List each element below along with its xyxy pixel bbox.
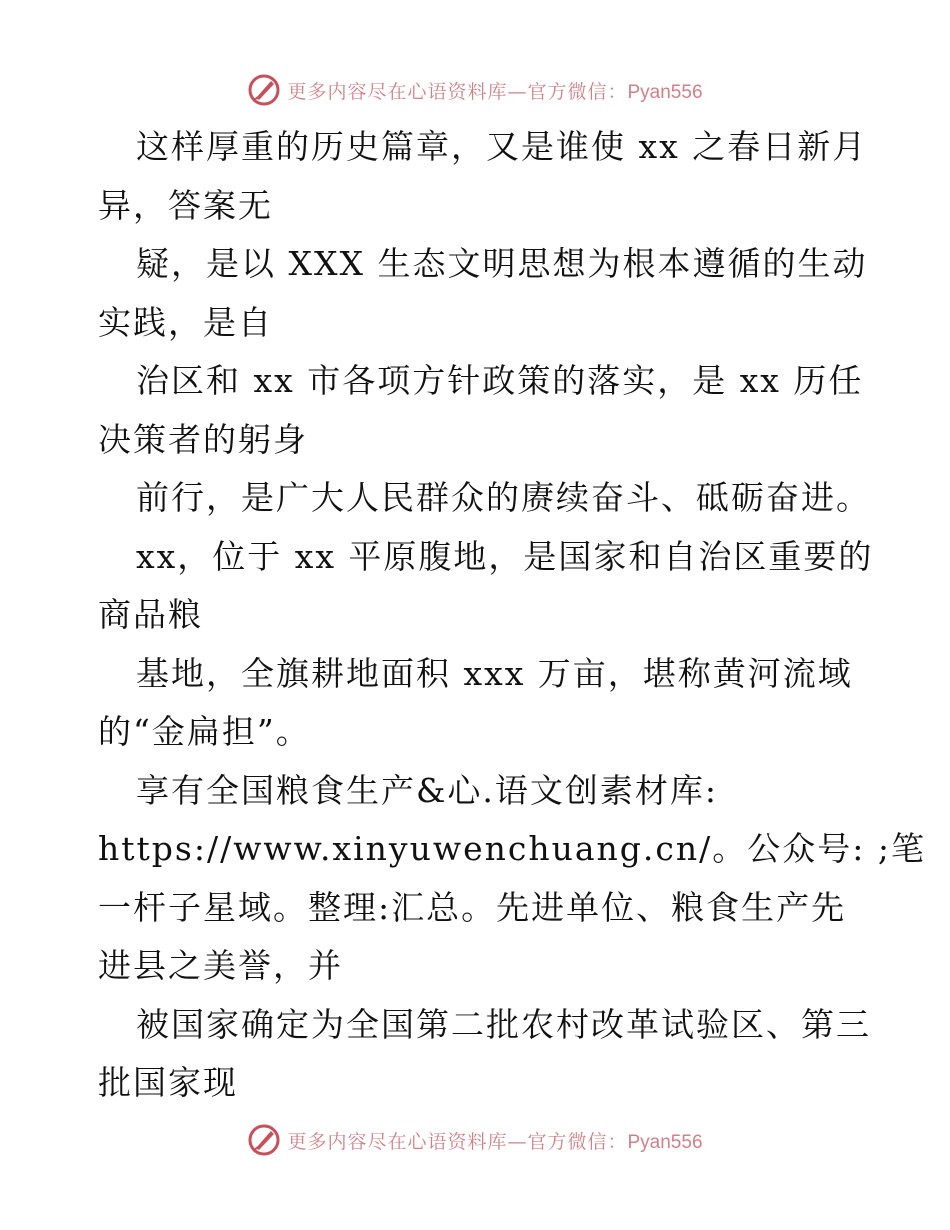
body-line: 商品粮 xyxy=(98,595,203,634)
body-line: 的“金扁担”。 xyxy=(98,712,311,751)
quill-circle-icon xyxy=(247,73,281,107)
header-watermark xyxy=(0,70,950,110)
body-line: https://www.xinyuwenchuang.cn/。公众号: ;笔 xyxy=(98,829,926,868)
footer-watermark xyxy=(0,1120,950,1160)
watermark-text: 更多内容尽在心语资料库—官方微信：Pyan556 xyxy=(287,80,703,103)
body-line: xx，位于 xx 平原腹地，是国家和自治区重要的 xyxy=(136,536,874,576)
body-line: 批国家现 xyxy=(98,1063,238,1102)
body-line: 这样厚重的历史篇章，又是谁使 xx 之春日新月 xyxy=(136,127,868,166)
body-line: 一杆子星域。整理:汇总。先进单位、粮食生产先 xyxy=(98,887,847,927)
body-line: 异，答案无 xyxy=(98,185,273,225)
body-line: 实践，是自 xyxy=(98,302,273,342)
body-line: 被国家确定为全国第二批农村改革试验区、第三 xyxy=(136,1004,871,1044)
watermark-text: 更多内容尽在心语资料库—官方微信：Pyan556 xyxy=(287,1130,703,1153)
document-body xyxy=(98,118,926,1113)
body-line: 进县之美誉，并 xyxy=(98,946,343,985)
body-line: 疑，是以 XXX 生态文明思想为根本遵循的生动 xyxy=(136,244,868,283)
body-line: 基地，全旗耕地面积 xxx 万亩，堪称黄河流域 xyxy=(136,653,853,693)
body-line: 前行，是广大人民群众的赓续奋斗、砥砺奋进。 xyxy=(136,478,871,517)
body-line: 享有全国粮食生产&心.语文创素材库: xyxy=(136,770,718,810)
body-line: 治区和 xx 市各项方针政策的落实，是 xx 历任 xyxy=(136,361,864,400)
body-line: 决策者的躬身 xyxy=(98,419,308,459)
quill-circle-icon xyxy=(247,1123,281,1157)
